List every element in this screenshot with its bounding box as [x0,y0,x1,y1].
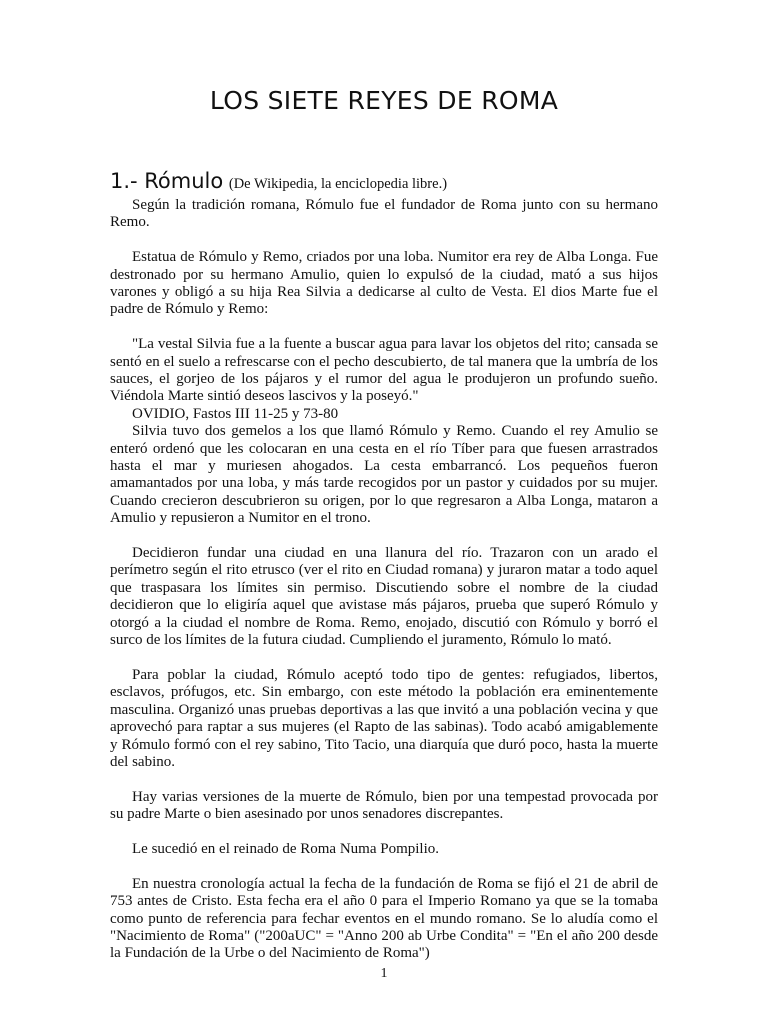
paragraph: Le sucedió en el reinado de Roma Numa Pompilio. [132,840,440,857]
paragraph-gap [110,858,658,875]
paragraph-gap [110,824,658,841]
document-body [110,168,658,963]
quote-paragraph: "La vestal Silvia fue a la fuente a buscar agua para lavar los objetos del rito; cansada se sentó en el suelo a refrescarse con el pecho descubierto, de tal manera que la umbría de los sauces, el gorjeo de los pájaros y el rumor del agua le produjeron un profundo sueño. Viéndola Marte sintió deseos lascivos y la poseyó." [110,336,658,405]
page-number: 1 [380,966,388,981]
paragraph: Decidieron fundar una ciudad en una llanura del río. Trazaron con un arado el perímetro según el rito etrusco (ver el rito en Ciudad romana) y juraron matar a todo aquel que traspasara los límites sin permiso. Discutiendo sobre el nombre de la ciudad decidieron que lo eligiría aquel que avistase más pájaros, prueba que superó Rómulo y otorgó a la ciudad el nombre de Roma. Remo, enojado, discutió con Rómulo y borró el surco de los límites de la futura ciudad. Cumpliendo el juramento, Rómulo lo mató. [110,545,658,649]
section-source-note: (De Wikipedia, la enciclopedia libre.) [228,176,448,192]
paragraph: Silvia tuvo dos gemelos a los que llamó Rómulo y Remo. Cuando el rey Amulio se enteró ordenó que les colocaran en una cesta en el río Tíber para que fuesen arrastrados hasta el mar y muriesen ahogados. La cesta embarrancó. Los pequeños fueron amamantados por una loba, y más tarde recogidos por un pastor y cuidados por su mujer. Cuando crecieron descubrieron su origen, por lo que regresaron a Alba Longa, mataron a Amulio y repusieron a Numitor en el trono. [110,423,658,527]
paragraph-gap [110,319,658,336]
paragraph-gap [110,771,658,788]
paragraph: Según la tradición romana, Rómulo fue el fundador de Roma junto con su hermano Remo. [110,197,658,231]
paragraph-gap [110,528,658,545]
paragraph: En nuestra cronología actual la fecha de la fundación de Roma se fijó el 21 de abril de 753 antes de Cristo. Esta fecha era el año 0 para el Imperio Romano ya que se la tomaba como punto de referencia para fechar eventos en el mundo romano. Se lo aludía como el "Nacimiento de Roma" ("200aUC" = "Anno 200 ab Urbe Condita" = "En el año 200 desde la Fundación de la Urbe o del Nacimiento de Roma") [110,875,658,962]
section-heading-text: 1.- Rómulo [110,169,224,193]
document-title: LOS SIETE REYES DE ROMA [209,86,559,115]
paragraph: Para poblar la ciudad, Rómulo aceptó todo tipo de gentes: refugiados, libertos, esclavos, prófugos, etc. Sin embargo, con este método la población era eminentemente masculina. Organizó unas pruebas deportivas a las que invitó a una población vecina y que aprovechó para raptar a sus mujeres (el Rapto de las sabinas). Todo acabó amigablemente y Rómulo formó con el rey sabino, Tito Tacio, una diarquía que duró poco, hasta la muerte del sabino. [110,666,658,770]
paragraph-gap [110,650,658,667]
quote-citation: OVIDIO, Fastos III 11-25 y 73-80 [132,405,339,422]
paragraph: Estatua de Rómulo y Remo, criados por una loba. Numitor era rey de Alba Longa. Fue destronado por su hermano Amulio, quien lo expulsó de la ciudad, mató a sus hijos varones y obligó a su hija Rea Silvia a dedicarse al culto de Vesta. El dios Marte fue el padre de Rómulo y Remo: [110,249,658,318]
paragraph-gap [110,232,658,249]
section-heading [110,168,658,197]
paragraph: Hay varias versiones de la muerte de Rómulo, bien por una tempestad provocada por su padre Marte o bien asesinado por unos senadores discrepantes. [110,788,658,823]
